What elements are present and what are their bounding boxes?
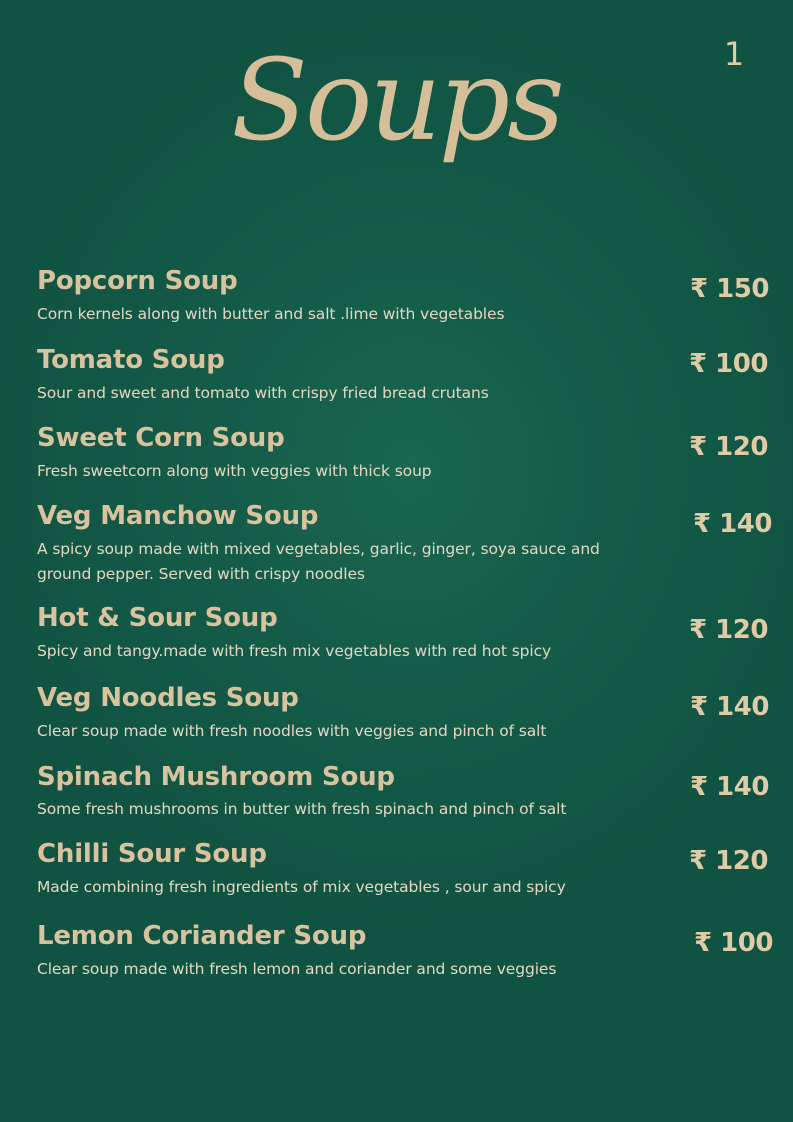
- menu-item-price: ₹ 140: [690, 692, 769, 722]
- menu-item-description: Sour and sweet and tomato with crispy fried bread crutans: [37, 384, 489, 402]
- page-title: Soups: [231, 36, 562, 166]
- page-number: 1: [723, 35, 745, 73]
- menu-item-name: Chilli Sour Soup: [37, 839, 267, 869]
- menu-item-description: A spicy soup made with mixed vegetables, garlic, ginger, soya sauce and ground pepper. Served with crispy noodles: [37, 540, 600, 583]
- menu-item-name: Tomato Soup: [37, 345, 225, 375]
- menu-item-price: ₹ 140: [690, 772, 769, 802]
- menu-item-price: ₹ 100: [694, 928, 773, 958]
- menu-item-price: ₹ 100: [689, 349, 768, 379]
- menu-item-price: ₹ 140: [693, 509, 772, 539]
- menu-item-name: Sweet Corn Soup: [37, 423, 285, 453]
- menu-item-description: Made combining fresh ingredients of mix vegetables , sour and spicy: [37, 878, 566, 896]
- menu-item-description: Clear soup made with fresh noodles with veggies and pinch of salt: [37, 722, 547, 740]
- menu-item-price: ₹ 120: [689, 846, 768, 876]
- menu-item-name: Veg Noodles Soup: [37, 683, 299, 713]
- menu-item-description: Some fresh mushrooms in butter with fresh spinach and pinch of salt: [37, 800, 567, 818]
- menu-item-description: Clear soup made with fresh lemon and coriander and some veggies: [37, 960, 557, 978]
- menu-item-price: ₹ 150: [690, 274, 769, 304]
- menu-item-name: Hot & Sour Soup: [37, 603, 278, 633]
- menu-item-name: Lemon Coriander Soup: [37, 921, 367, 951]
- menu-item-price: ₹ 120: [689, 432, 768, 462]
- menu-item-description: Fresh sweetcorn along with veggies with thick soup: [37, 462, 432, 480]
- menu-item-description: Corn kernels along with butter and salt .lime with vegetables: [37, 305, 505, 323]
- menu-item-price: ₹ 120: [689, 615, 768, 645]
- menu-item-description: Spicy and tangy.made with fresh mix vegetables with red hot spicy: [37, 642, 552, 660]
- menu-item-name: Veg Manchow Soup: [37, 501, 319, 531]
- menu-item-name: Popcorn Soup: [37, 266, 238, 296]
- menu-item-name: Spinach Mushroom Soup: [37, 762, 395, 792]
